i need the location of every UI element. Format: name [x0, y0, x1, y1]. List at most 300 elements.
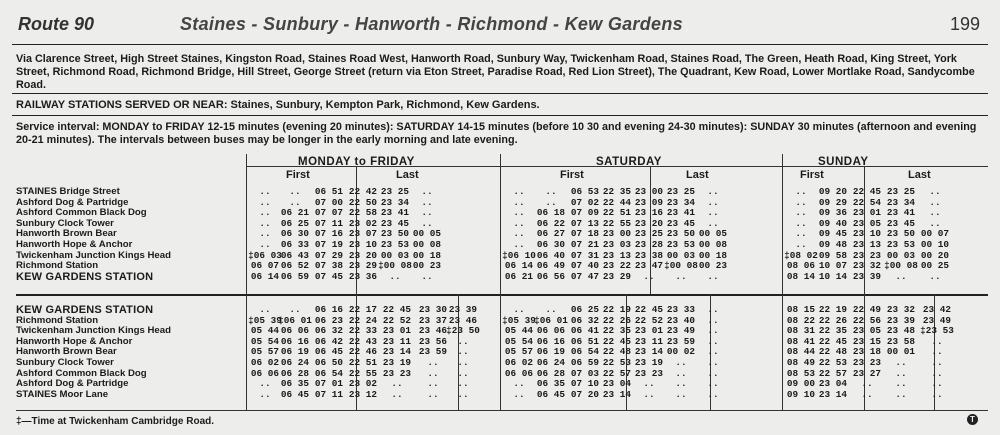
- time-cell: 23 27: [852, 367, 882, 379]
- time-cell: 23 22: [602, 260, 632, 272]
- stop-name: Hanworth Hope & Anchor: [16, 336, 133, 347]
- stop-name: Hanworth Brown Bear: [16, 347, 117, 358]
- time-cell: 23 15: [852, 335, 882, 347]
- time-cell: 23 34: [886, 196, 916, 208]
- time-cell: 23 41: [666, 207, 696, 219]
- time-cell: 06 42: [314, 335, 344, 347]
- time-cell: 22 55: [348, 367, 378, 379]
- time-cell: ..: [513, 196, 525, 208]
- time-cell: ..: [259, 378, 271, 390]
- time-cell: ..: [931, 357, 943, 368]
- time-cell: 05 54: [250, 335, 280, 347]
- time-cell: ‡00 08: [884, 260, 918, 272]
- time-cell: ..: [427, 367, 439, 379]
- column-separator: [500, 154, 501, 410]
- time-cell: 07 38: [314, 260, 344, 272]
- time-cell: ..: [707, 346, 719, 358]
- stop-name: Sunbury Clock Tower: [16, 218, 114, 229]
- time-cell: 23 07: [348, 228, 378, 240]
- time-cell: 05 57: [504, 346, 534, 358]
- time-cell: 08 06: [786, 260, 816, 272]
- time-cell: ‡23 53: [920, 325, 954, 337]
- time-cell: 06 49: [536, 260, 566, 272]
- time-cell: ‡06 03: [248, 249, 282, 261]
- time-cell: ..: [861, 388, 873, 400]
- time-cell: 23 41: [886, 207, 916, 219]
- time-cell: ..: [427, 378, 439, 390]
- time-cell: 23 14: [382, 346, 412, 358]
- time-cell: 06 50: [314, 357, 344, 368]
- time-cell: ..: [795, 217, 807, 229]
- time-cell: ..: [421, 270, 433, 282]
- time-cell: 06 45: [314, 346, 344, 358]
- time-cell: 06 53: [570, 186, 600, 197]
- time-cell: 22 48: [818, 346, 848, 358]
- time-cell: ..: [707, 335, 719, 347]
- time-cell: 06 30: [536, 239, 566, 250]
- time-cell: 23 18: [852, 346, 882, 358]
- time-cell: 00 02: [666, 346, 696, 358]
- time-cell: 06 24: [536, 357, 566, 368]
- time-cell: 23 01: [382, 325, 412, 337]
- time-cell: 23 53: [666, 239, 696, 250]
- time-cell: ..: [427, 388, 439, 400]
- time-cell: 23 05: [852, 325, 882, 337]
- time-cell: 06 43: [280, 249, 310, 261]
- time-cell: ..: [513, 304, 525, 315]
- time-cell: 23 59: [666, 335, 696, 347]
- time-cell: ..: [421, 196, 433, 208]
- time-cell: ..: [929, 207, 941, 219]
- time-cell: 23 23: [382, 367, 412, 379]
- time-cell: 23 32: [886, 304, 916, 315]
- time-cell: 06 25: [280, 217, 310, 229]
- time-cell: 23 02: [348, 378, 378, 390]
- time-cell: ..: [457, 346, 469, 358]
- time-cell: ..: [929, 217, 941, 229]
- time-cell: 06 16: [280, 335, 310, 347]
- time-cell: 08 31: [786, 325, 816, 337]
- time-cell: 23 39: [448, 304, 478, 315]
- time-cell: 23 39: [852, 270, 882, 282]
- time-cell: 08 15: [786, 304, 816, 315]
- last-label: Last: [396, 169, 419, 181]
- time-cell: 06 02: [250, 357, 280, 368]
- time-cell: ‡00 08: [378, 260, 412, 272]
- page-header: [12, 14, 988, 38]
- time-cell: 22 45: [852, 186, 882, 197]
- time-cell: 23 19: [382, 357, 412, 368]
- time-cell: 23 32: [852, 260, 882, 272]
- stop-name: Ashford Common Black Dog: [16, 368, 147, 379]
- time-cell: 00 03: [666, 249, 696, 261]
- time-cell: ..: [931, 335, 943, 347]
- time-cell: 23 50: [886, 228, 916, 240]
- time-cell: ..: [707, 378, 719, 390]
- time-cell: 09 48: [818, 239, 848, 250]
- time-cell: 06 27: [536, 228, 566, 240]
- time-cell: ..: [259, 186, 271, 197]
- time-cell: 23 14: [634, 346, 664, 358]
- time-cell: 23 46: [448, 314, 478, 326]
- stop-name: KEW GARDENS STATION: [16, 305, 154, 316]
- route-title: Staines - Sunbury - Hanworth - Richmond - Kew Gardens: [180, 14, 683, 34]
- time-cell: 23 20: [348, 249, 378, 261]
- time-cell: 07 21: [570, 239, 600, 250]
- time-cell: ..: [707, 314, 719, 326]
- time-cell: ..: [707, 217, 719, 229]
- time-cell: ..: [259, 239, 271, 250]
- time-cell: ..: [457, 378, 469, 390]
- time-cell: 00 18: [412, 249, 442, 261]
- time-cell: 23 16: [634, 207, 664, 219]
- time-cell: 00 23: [698, 260, 728, 272]
- time-cell: 22 56: [852, 314, 882, 326]
- time-cell: 22 51: [602, 207, 632, 219]
- time-cell: ..: [289, 186, 301, 197]
- time-cell: 00 08: [698, 239, 728, 250]
- time-cell: ..: [929, 196, 941, 208]
- time-cell: 06 18: [536, 207, 566, 219]
- time-cell: 23 33: [666, 304, 696, 315]
- time-cell: 00 01: [886, 346, 916, 358]
- time-cell: ..: [707, 367, 719, 379]
- time-cell: 22 48: [602, 346, 632, 358]
- time-cell: 23 00: [634, 186, 664, 197]
- time-cell: 00 10: [920, 239, 950, 250]
- time-cell: 23 41: [380, 207, 410, 219]
- time-cell: 00 20: [920, 249, 950, 261]
- time-cell: 22 19: [602, 304, 632, 315]
- footnote: ‡—Time at Twickenham Cambridge Road.: [16, 416, 215, 427]
- time-cell: 06 06: [250, 367, 280, 379]
- time-cell: 07 20: [570, 388, 600, 400]
- time-cell: 08 53: [786, 367, 816, 379]
- time-cell: 23 11: [382, 335, 412, 347]
- time-cell: 06 40: [536, 249, 566, 261]
- first-label: First: [800, 169, 824, 181]
- time-cell: 07 10: [570, 378, 600, 390]
- time-cell: ‡06 01: [534, 314, 568, 326]
- time-cell: 23 45: [886, 217, 916, 229]
- time-cell: 22 57: [602, 367, 632, 379]
- time-cell: 22 35: [602, 325, 632, 337]
- time-cell: 06 41: [570, 325, 600, 337]
- time-cell: ..: [391, 378, 403, 390]
- time-cell: 00 07: [920, 228, 950, 240]
- time-cell: 08 41: [786, 335, 816, 347]
- time-cell: ..: [643, 270, 655, 282]
- time-cell: ..: [289, 304, 301, 315]
- time-cell: 06 25: [570, 304, 600, 315]
- time-cell: 06 19: [536, 346, 566, 358]
- time-cell: 07 29: [314, 249, 344, 261]
- time-cell: 07 02: [570, 196, 600, 208]
- time-cell: 23 42: [922, 304, 952, 315]
- time-cell: 22 46: [348, 346, 378, 358]
- time-cell: 10 14: [818, 270, 848, 282]
- time-cell: 23 53: [886, 239, 916, 250]
- time-cell: ..: [707, 196, 719, 208]
- time-cell: ..: [457, 335, 469, 347]
- route-via-text: Via Clarence Street, High Street Staines, Kingston Road, Staines Road West, Hanworth Road, Sunbury Way, Twickenham Road, Staines Road, The Green, Heath Road, King Street, York Street, Richmond Road, Richmond Bridge, Hill Street, George Street (return via Eton Street, Paradise Road, Red Lion Street), The Quadrant, Kew Road, Lower Mortlake Road, Sandycombe Road.: [16, 53, 975, 91]
- page-number: 199: [949, 14, 980, 34]
- table-bottom-rule: [16, 410, 988, 411]
- time-cell: ..: [643, 378, 655, 390]
- time-cell: 00 03: [380, 249, 410, 261]
- time-cell: ..: [675, 357, 687, 368]
- time-cell: ..: [707, 270, 719, 282]
- time-cell: 09 40: [818, 217, 848, 229]
- time-cell: 23 38: [634, 249, 664, 261]
- stop-name: Richmond Station: [16, 315, 99, 326]
- stop-name: Twickenham Junction Kings Head: [16, 250, 171, 261]
- time-cell: ..: [707, 357, 719, 368]
- time-cell: 06 19: [280, 346, 310, 358]
- time-cell: ..: [545, 304, 557, 315]
- stop-name: STAINES Bridge Street: [16, 187, 120, 197]
- stop-name: KEW GARDENS STATION: [16, 271, 154, 283]
- time-cell: ..: [795, 186, 807, 197]
- time-cell: 22 19: [818, 304, 848, 315]
- time-cell: 23 56: [418, 335, 448, 347]
- time-cell: 07 13: [570, 217, 600, 229]
- time-cell: 07 31: [570, 249, 600, 261]
- time-cell: ..: [675, 378, 687, 390]
- time-cell: ..: [707, 304, 719, 315]
- time-cell: ‡06 10: [502, 249, 536, 261]
- time-cell: 06 06: [536, 325, 566, 337]
- time-cell: ..: [513, 207, 525, 219]
- time-cell: 06 54: [570, 346, 600, 358]
- time-cell: 23 25: [886, 186, 916, 197]
- time-cell: 06 28: [536, 367, 566, 379]
- time-cell: ..: [795, 239, 807, 250]
- time-cell: 06 45: [536, 388, 566, 400]
- time-cell: 00 03: [886, 249, 916, 261]
- time-cell: 06 51: [314, 186, 344, 197]
- time-cell: ..: [259, 228, 271, 240]
- time-cell: 23 13: [852, 239, 882, 250]
- time-cell: ..: [289, 196, 301, 208]
- time-cell: 23 25: [380, 186, 410, 197]
- time-cell: 06 32: [314, 325, 344, 337]
- railway-stations: RAILWAY STATIONS SERVED OR NEAR: Staines, Sunbury, Kempton Park, Richmond, Kew Gardens.: [16, 99, 540, 111]
- time-cell: ..: [389, 270, 401, 282]
- time-cell: 22 55: [602, 217, 632, 229]
- time-cell: ..: [545, 186, 557, 197]
- time-cell: 22 42: [348, 186, 378, 197]
- time-cell: ..: [929, 186, 941, 197]
- time-cell: ..: [421, 186, 433, 197]
- time-cell: 22 54: [852, 196, 882, 208]
- time-cell: ‡06 01: [278, 314, 312, 326]
- time-cell: 06 54: [314, 367, 344, 379]
- time-cell: 09 10: [786, 388, 816, 400]
- time-cell: 22 33: [348, 325, 378, 337]
- time-cell: 23 23: [852, 249, 882, 261]
- time-cell: ..: [427, 357, 439, 368]
- via-rule: [12, 93, 988, 94]
- time-cell: ..: [707, 207, 719, 219]
- time-cell: 06 35: [280, 378, 310, 390]
- stop-name: Hanworth Hope & Anchor: [16, 240, 133, 250]
- first-label: First: [286, 169, 310, 181]
- time-cell: ..: [895, 378, 907, 390]
- time-cell: ..: [707, 388, 719, 400]
- time-cell: ..: [513, 388, 525, 400]
- time-cell: ..: [513, 228, 525, 240]
- time-cell: 07 00: [314, 196, 344, 208]
- time-cell: 07 47: [570, 270, 600, 282]
- time-cell: ..: [513, 378, 525, 390]
- time-cell: 05 54: [504, 335, 534, 347]
- time-cell: 00 08: [412, 239, 442, 250]
- time-cell: 23 40: [666, 314, 696, 326]
- time-cell: 07 18: [570, 228, 600, 240]
- time-cell: 06 16: [536, 335, 566, 347]
- time-cell: 23 25: [634, 228, 664, 240]
- time-cell: 23 01: [634, 325, 664, 337]
- time-cell: ..: [895, 357, 907, 368]
- time-cell: ..: [643, 388, 655, 400]
- time-cell: 23 59: [418, 346, 448, 358]
- time-cell: ..: [675, 367, 687, 379]
- time-cell: ..: [929, 270, 941, 282]
- time-cell: ..: [931, 346, 943, 358]
- time-cell: ..: [895, 270, 907, 282]
- time-cell: 06 59: [280, 270, 310, 282]
- time-cell: 22 24: [348, 314, 378, 326]
- stop-name: Hanworth Brown Bear: [16, 229, 117, 240]
- stop-name: Ashford Dog & Partridge: [16, 197, 129, 208]
- time-cell: 07 19: [314, 239, 344, 250]
- time-cell: 05 57: [250, 346, 280, 358]
- time-cell: 22 52: [382, 314, 412, 326]
- route-number: Route 90: [18, 14, 95, 34]
- time-cell: 06 52: [280, 260, 310, 272]
- time-cell: 06 21: [504, 270, 534, 282]
- time-cell: ..: [707, 186, 719, 197]
- time-cell: 09 58: [818, 249, 848, 261]
- time-cell: 23 49: [666, 325, 696, 337]
- time-cell: 23 13: [602, 249, 632, 261]
- time-cell: ..: [259, 217, 271, 229]
- time-cell: 06 06: [504, 367, 534, 379]
- time-cell: 08 44: [786, 346, 816, 358]
- time-cell: ..: [795, 228, 807, 240]
- last-label: Last: [686, 169, 709, 181]
- time-cell: 22 35: [602, 186, 632, 197]
- time-cell: 23 45: [380, 217, 410, 229]
- time-cell: 22 53: [602, 357, 632, 368]
- time-cell: 23 19: [634, 357, 664, 368]
- stop-name: Twickenham Junction Kings Head: [16, 326, 171, 337]
- time-cell: 06 22: [536, 217, 566, 229]
- time-cell: 06 23: [314, 314, 344, 326]
- time-cell: 07 07: [314, 207, 344, 219]
- time-cell: 23 50: [380, 228, 410, 240]
- time-cell: ..: [259, 196, 271, 208]
- time-cell: ..: [391, 388, 403, 400]
- time-cell: 23 46: [418, 325, 448, 337]
- time-cell: 09 29: [818, 196, 848, 208]
- time-cell: 06 32: [570, 314, 600, 326]
- time-cell: 22 50: [348, 196, 378, 208]
- stop-name: Sunbury Clock Tower: [16, 358, 114, 368]
- time-cell: 23 23: [852, 357, 882, 368]
- time-cell: 07 45: [314, 270, 344, 282]
- time-cell: 23 20: [634, 217, 664, 229]
- time-cell: 06 06: [280, 325, 310, 337]
- time-cell: 22 58: [348, 207, 378, 219]
- service-interval: Service interval: MONDAY to FRIDAY 12-15 minutes (evening 20 minutes): SATURDAY 14-15 minutes (before 10 30 and evening 24-30 minutes): SUNDAY 30 minutes (afternoon and evening 20-21 minutes). The intervals between buses may be longer in the early morning and late evening.: [16, 121, 977, 146]
- time-cell: ..: [513, 239, 525, 250]
- group-heading: MONDAY to FRIDAY: [298, 156, 415, 168]
- time-cell: ..: [259, 388, 271, 400]
- group-heading: SUNDAY: [818, 156, 869, 168]
- time-cell: 23 23: [634, 367, 664, 379]
- time-cell: 23 50: [666, 228, 696, 240]
- section-divider: [16, 294, 988, 296]
- time-cell: ‡05 39: [248, 314, 282, 326]
- corner-mark: T: [967, 414, 978, 425]
- time-cell: 22 57: [818, 367, 848, 379]
- time-cell: ..: [931, 378, 943, 390]
- time-cell: 06 14: [250, 270, 280, 282]
- time-cell: 23 10: [348, 239, 378, 250]
- time-cell: 23 36: [348, 270, 378, 282]
- time-cell: 09 45: [818, 228, 848, 240]
- time-cell: 22 26: [602, 314, 632, 326]
- stop-name: Ashford Dog & Partridge: [16, 379, 129, 390]
- time-cell: 23 29: [348, 260, 378, 272]
- last-label: Last: [908, 169, 931, 181]
- column-separator: [782, 154, 783, 410]
- time-cell: 22 17: [348, 304, 378, 315]
- time-cell: 23 12: [348, 388, 378, 400]
- time-cell: 22 49: [852, 304, 882, 315]
- time-cell: 06 28: [280, 367, 310, 379]
- time-cell: 06 35: [536, 378, 566, 390]
- time-cell: 07 40: [570, 260, 600, 272]
- time-cell: 10 07: [818, 260, 848, 272]
- time-cell: 23 30: [418, 304, 448, 315]
- time-cell: 00 05: [412, 228, 442, 240]
- time-cell: 23 25: [666, 186, 696, 197]
- time-cell: 23 39: [886, 314, 916, 326]
- time-cell: ..: [421, 217, 433, 229]
- time-cell: ..: [457, 357, 469, 368]
- time-cell: 22 45: [382, 304, 412, 315]
- time-cell: 06 02: [504, 357, 534, 368]
- time-cell: 09 20: [818, 186, 848, 197]
- time-cell: 07 16: [314, 228, 344, 240]
- time-cell: 00 05: [698, 228, 728, 240]
- time-cell: ..: [675, 270, 687, 282]
- time-cell: 07 09: [570, 207, 600, 219]
- time-cell: 08 49: [786, 357, 816, 368]
- time-cell: 23 29: [602, 270, 632, 282]
- time-cell: 06 07: [250, 260, 280, 272]
- time-cell: ..: [931, 367, 943, 379]
- time-cell: 23 09: [634, 196, 664, 208]
- time-cell: 22 35: [818, 325, 848, 337]
- time-cell: 23 04: [602, 378, 632, 390]
- stop-name: Ashford Common Black Dog: [16, 208, 147, 219]
- time-cell: ‡08 02: [784, 249, 818, 261]
- time-cell: 07 03: [570, 367, 600, 379]
